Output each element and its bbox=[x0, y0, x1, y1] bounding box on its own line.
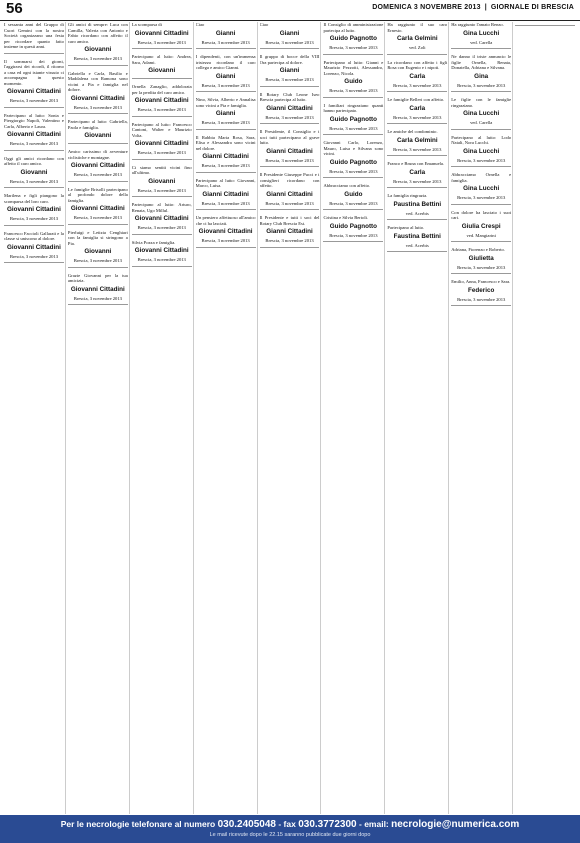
notice-body: Partecipano al lutto: Giovanni, Marco, Luisa. bbox=[195, 177, 256, 188]
footer-fax-label: - fax bbox=[278, 819, 296, 829]
newspaper-name: GIORNALE DI BRESCIA bbox=[490, 4, 574, 11]
notice-city: ved. Carella bbox=[470, 120, 493, 125]
notice-signer: Carla Gelmini bbox=[396, 35, 438, 42]
notice-body: Ciao bbox=[259, 22, 269, 27]
notice-city: Brescia, 3 novembre 2013 bbox=[201, 163, 250, 168]
notice-city: Brescia, 3 novembre 2013 bbox=[73, 104, 122, 110]
notice-body: Partecipano al lutto: Sonia e Piergiorgio Napoli, Valentino e Carla, Alberto e Laura. bbox=[4, 112, 64, 129]
notice-city: Brescia, 3 novembre 2013 bbox=[265, 114, 314, 120]
obituary-notice bbox=[68, 273, 128, 306]
notice-signer: Giovanni bbox=[148, 177, 176, 185]
notice-signer: Carla bbox=[409, 104, 426, 112]
notice-signer: Giovanni Cittadini bbox=[7, 243, 61, 251]
notice-city: Brescia, 3 novembre 2013 bbox=[265, 200, 314, 206]
obituary-notice bbox=[196, 54, 256, 92]
obituary-column bbox=[132, 22, 194, 814]
obituary-column bbox=[4, 22, 66, 814]
footer-fax[interactable]: 030.3772300 bbox=[298, 819, 357, 830]
footer-phone[interactable]: 030.2405048 bbox=[217, 819, 276, 830]
notice-signer: Giulietta bbox=[468, 254, 494, 262]
notice-signer: Guido Pagnotto bbox=[329, 158, 377, 166]
notice-city: Brescia, 3 novembre 2013 bbox=[9, 253, 59, 259]
notice-body: Il Presidente Giuseppe Pucci e i consiglieri ricordano con affetto. bbox=[259, 172, 320, 188]
notice-divider bbox=[68, 224, 128, 225]
notice-city: Brescia, 3 novembre 2013 bbox=[9, 98, 59, 103]
notice-city: Brescia, 3 novembre 2013 bbox=[137, 39, 186, 45]
notice-divider bbox=[451, 273, 511, 274]
notice-city: Brescia, 3 novembre 2013 bbox=[329, 168, 378, 174]
notice-signer: Giovanni bbox=[148, 67, 176, 74]
obituary-notice bbox=[68, 71, 128, 115]
notice-body: Partecipano al lutto. bbox=[387, 225, 425, 230]
notice-divider bbox=[196, 91, 256, 92]
notice-signer: Gianni bbox=[215, 72, 236, 80]
notice-signer: Giovanni bbox=[20, 168, 48, 176]
notice-signer: Gianni bbox=[215, 110, 236, 117]
notice-body: Abbracciamo con affetto. bbox=[323, 183, 371, 188]
notice-body: Il Consiglio di amministrazione partecipa al lutto. bbox=[323, 22, 384, 33]
notice-body: Ha raggiunto l'amato Renzo. bbox=[451, 22, 504, 27]
notice-divider bbox=[387, 91, 447, 92]
notice-body: Franco e Bruna con Emanuela. bbox=[387, 161, 445, 166]
obituary-notice bbox=[4, 156, 64, 189]
obituary-notice bbox=[387, 161, 447, 188]
notice-body: Partecipano al lutto: Arturo, Renata, Ugo Millul. bbox=[131, 202, 192, 213]
notice-body: Un pensiero affettuoso all'amico che ci ha lasciati. bbox=[195, 215, 256, 226]
notice-divider bbox=[323, 241, 383, 242]
notice-city: Brescia, 3 novembre 2013 bbox=[457, 82, 506, 88]
notice-body: Partecipano al lutto: Gabriella, Paola e famiglia. bbox=[67, 119, 128, 130]
header-right: DOMENICA 3 NOVEMBRE 2013 | GIORNALE DI BRESCIA bbox=[372, 4, 574, 11]
notice-body: Cristina e Silvia Bertoli. bbox=[323, 215, 369, 220]
obituary-notice bbox=[387, 22, 447, 55]
notice-city: Brescia, 3 novembre 2013 bbox=[329, 88, 378, 93]
notice-signer: Giulia Crespi bbox=[461, 222, 501, 230]
notice-body: Le figlie con le famiglie ringraziano. bbox=[451, 97, 512, 108]
obituary-notice bbox=[451, 210, 511, 243]
notice-city: Brescia, 3 novembre 2013 bbox=[9, 178, 59, 184]
notice-city: Brescia, 3 novembre 2013 bbox=[329, 45, 378, 50]
obituary-notice bbox=[132, 165, 192, 198]
issue-date: DOMENICA 3 NOVEMBRE 2013 bbox=[372, 4, 481, 11]
notice-city: Brescia, 3 novembre 2013 bbox=[137, 150, 186, 155]
notice-signer: Giovanni Cittadini bbox=[134, 215, 189, 222]
notice-signer: Carla Gelmini bbox=[396, 136, 438, 144]
obituary-column bbox=[387, 22, 449, 814]
notice-city: ved. Zoli bbox=[408, 45, 426, 50]
notice-body: Ci siamo sentiti vicini fino all'ultimo. bbox=[131, 164, 192, 175]
notice-signer: Gianni Cittadini bbox=[266, 104, 313, 112]
notice-divider bbox=[132, 116, 192, 117]
notice-body: Ciao bbox=[195, 22, 205, 27]
obituary-notice bbox=[387, 97, 447, 124]
notice-divider bbox=[451, 241, 511, 242]
notice-signer: Gina Lucchi bbox=[463, 185, 500, 192]
notice-divider bbox=[387, 251, 447, 252]
notice-body: Ha raggiunto il suo caro Ernesto. bbox=[387, 22, 448, 33]
notice-signer: Guido Pagnotto bbox=[329, 222, 377, 230]
obituary-notice bbox=[68, 187, 128, 225]
obituary-notice bbox=[196, 97, 256, 130]
obituary-notice bbox=[260, 215, 320, 248]
notice-city: Brescia, 3 novembre 2013 bbox=[201, 120, 250, 125]
notice-city: Brescia, 3 novembre 2013 bbox=[393, 82, 442, 88]
notice-signer: Gina Lucchi bbox=[463, 147, 500, 155]
notice-divider bbox=[260, 48, 320, 49]
notice-body: Oggi gli amici ricordano con affetto il caro amico. bbox=[4, 155, 64, 166]
notice-city: Brescia, 3 novembre 2013 bbox=[201, 82, 250, 88]
notice-divider bbox=[68, 304, 128, 305]
obituary-columns bbox=[4, 22, 576, 814]
notice-signer: Guido Pagnotto bbox=[329, 35, 377, 42]
notice-body: Gabriella e Carla, Basilio e Maddalena con Ramona sono vicini a Pia e famiglia nel dolore. bbox=[67, 70, 128, 92]
notice-signer: Gianni bbox=[215, 29, 236, 37]
notice-divider bbox=[196, 129, 256, 130]
notice-divider bbox=[4, 150, 64, 151]
obituary-notice bbox=[4, 193, 64, 226]
notice-divider bbox=[260, 123, 320, 124]
notice-body: Silvia Pozza e famiglia. bbox=[131, 239, 176, 245]
obituary-notice bbox=[323, 140, 383, 178]
obituary-notice bbox=[260, 22, 320, 49]
notice-divider bbox=[196, 247, 256, 248]
notice-divider bbox=[132, 266, 192, 267]
obituary-notice bbox=[323, 183, 383, 210]
obituary-notice bbox=[323, 22, 383, 55]
notice-signer: Gianni Cittadini bbox=[266, 147, 313, 155]
page-header bbox=[0, 0, 580, 21]
notice-city: Brescia, 3 novembre 2013 bbox=[73, 56, 122, 61]
notice-divider bbox=[4, 225, 64, 226]
obituary-notice bbox=[451, 97, 511, 130]
notice-divider bbox=[132, 159, 192, 160]
obituary-notice bbox=[68, 22, 128, 66]
obituary-notice bbox=[451, 54, 511, 92]
page-number: 56 bbox=[6, 0, 23, 17]
notice-body: Grazie Giovanni per la tua amicizia. bbox=[67, 272, 128, 283]
obituary-notice bbox=[68, 149, 128, 182]
notice-city: Brescia, 3 novembre 2013 bbox=[137, 187, 186, 193]
notice-divider bbox=[260, 209, 320, 210]
obituary-column bbox=[451, 22, 513, 814]
notice-divider bbox=[260, 86, 320, 87]
notice-divider bbox=[68, 113, 128, 114]
notice-body: Nino, Silvia, Alberto e Annalisa sono vicini a Pia e famiglia. bbox=[195, 97, 256, 108]
notice-city: Brescia, 3 novembre 2013 bbox=[457, 264, 506, 270]
obituary-notice bbox=[387, 129, 447, 156]
notice-city: Brescia, 3 novembre 2013 bbox=[457, 296, 506, 302]
notice-body: Ne danno il triste annuncio le figlie Ornella, Renata, Donatella, Adriana e Silvana. bbox=[451, 54, 512, 70]
notice-signer: Gianni bbox=[279, 29, 300, 37]
notice-city: ved. Mangiarini bbox=[466, 232, 496, 238]
notice-city: Brescia, 3 novembre 2013 bbox=[9, 141, 59, 146]
notice-city: Brescia, 3 novembre 2013 bbox=[73, 258, 122, 263]
obituary-notice bbox=[387, 60, 447, 93]
notice-signer: Gianni bbox=[279, 67, 300, 74]
notice-signer: Giovanni Cittadini bbox=[134, 140, 189, 147]
notice-signer: Guido bbox=[344, 78, 363, 85]
notice-divider bbox=[4, 107, 64, 108]
footer-email[interactable]: necrologie@numerica.com bbox=[391, 819, 520, 830]
notice-body: Il gruppo di bocce della VIII Ora partecipa al dolore. bbox=[259, 54, 320, 65]
obituary-column bbox=[515, 22, 576, 814]
obituary-notice bbox=[4, 113, 64, 151]
notice-divider bbox=[451, 91, 511, 92]
notice-body: Le famiglie Brisolli partecipano al profondo dolore della famiglia. bbox=[67, 186, 128, 203]
notice-city: Brescia, 3 novembre 2013 bbox=[265, 77, 314, 82]
obituary-notice bbox=[132, 240, 192, 267]
obituary-notice bbox=[323, 60, 383, 98]
notice-signer: Carla bbox=[409, 168, 426, 176]
notice-body: Le famiglie Belleri con affetto. bbox=[387, 97, 445, 102]
notice-divider bbox=[196, 48, 256, 49]
notice-divider bbox=[387, 155, 447, 156]
notice-body: Con dolore ha lasciato i suoi cari. bbox=[451, 209, 512, 220]
notice-signer: Giovanni Cittadini bbox=[134, 97, 189, 104]
obituary-notice bbox=[68, 119, 128, 144]
notice-city: Brescia, 3 novembre 2013 bbox=[265, 39, 314, 45]
notice-signer: Federico bbox=[468, 286, 495, 294]
obituary-notice bbox=[451, 22, 511, 49]
notice-city: Brescia, 3 novembre 2013 bbox=[329, 232, 378, 238]
notice-city: Brescia, 3 novembre 2013 bbox=[73, 172, 122, 177]
obituary-notice bbox=[68, 230, 128, 268]
notice-city: Brescia, 3 novembre 2013 bbox=[73, 295, 122, 301]
notice-divider bbox=[451, 305, 511, 306]
notice-divider bbox=[323, 177, 383, 178]
notice-divider bbox=[4, 187, 64, 188]
footer-prefix: Per le necrologie telefonare al numero bbox=[60, 819, 216, 829]
notice-city: Brescia, 3 novembre 2013 bbox=[137, 225, 186, 230]
notice-city: ved. Acerbis bbox=[405, 210, 429, 216]
notice-signer: Giovanni Cittadini bbox=[70, 162, 125, 169]
obituary-notice bbox=[323, 215, 383, 242]
notice-divider bbox=[196, 209, 256, 210]
notice-divider bbox=[4, 53, 64, 54]
notice-divider bbox=[451, 48, 511, 49]
notice-signer: Giovanni Cittadini bbox=[70, 205, 125, 212]
notice-body: Adriana, Fiorenzo e Roberto. bbox=[451, 247, 505, 252]
notice-signer: Giovanni Cittadini bbox=[70, 285, 125, 293]
obituary-notice bbox=[451, 135, 511, 168]
notice-signer: Giovanni Cittadini bbox=[70, 94, 125, 102]
notice-signer: Gina Lucchi bbox=[463, 110, 500, 117]
notice-body: Il Rabbia Maria Rosa, Sara, Elisa e Alessandra sono vicini nel dolore. bbox=[195, 134, 256, 151]
notice-signer: Carla bbox=[409, 72, 426, 80]
notice-body: Il Presidente e tutti i soci del Rotary Club Brescia Est. bbox=[259, 215, 320, 226]
footer-subline: Le mail ricevute dopo le 22.15 saranno pubblicate due giorni dopo bbox=[209, 832, 371, 838]
notice-city: Brescia, 3 novembre 2013 bbox=[329, 200, 378, 206]
notice-body: Francesco Faccioli Gallarati e la classe si uniscono al dolore. bbox=[4, 230, 64, 241]
obituary-notice bbox=[132, 22, 192, 49]
notice-body: Le amiche del condominio. bbox=[387, 129, 438, 134]
notice-body: Partecipano al lutto: Andrea, Sara, Adami. bbox=[131, 54, 192, 65]
obituary-notice bbox=[132, 84, 192, 117]
notice-body: Ornella Zanaglio, addolorata per la perdita del caro amico. bbox=[131, 84, 192, 95]
notice-body: Partecipano al lutto: Lodo Natali, Nora Lucchi. bbox=[451, 134, 512, 145]
obituary-notice bbox=[260, 92, 320, 125]
notice-divider bbox=[4, 262, 64, 263]
notice-divider bbox=[132, 234, 192, 235]
notice-divider bbox=[323, 97, 383, 98]
notice-city: Brescia, 3 novembre 2013 bbox=[137, 257, 186, 262]
notice-divider bbox=[323, 134, 383, 135]
notice-signer: Giovanni Cittadini bbox=[7, 88, 61, 95]
notice-body: I familiari ringraziano quanti hanno partecipato. bbox=[323, 102, 384, 113]
notice-divider bbox=[323, 209, 383, 210]
notice-city: Brescia, 3 novembre 2013 bbox=[457, 157, 506, 163]
notice-divider bbox=[68, 65, 128, 66]
notice-signer: Guido Pagnotto bbox=[329, 115, 377, 123]
notice-signer: Gianni Cittadini bbox=[266, 190, 313, 198]
notice-divider bbox=[68, 267, 128, 268]
notice-body: Partecipano al lutto: Gianni e Maurizio Pezzotti, Alessandro, Lorenzo, Nicola. bbox=[323, 59, 384, 76]
notice-divider bbox=[451, 166, 511, 167]
obituary-notice bbox=[323, 103, 383, 136]
footer-contact-line bbox=[0, 819, 580, 830]
obituary-notice bbox=[196, 215, 256, 248]
notice-divider bbox=[132, 78, 192, 79]
notice-divider bbox=[387, 54, 447, 55]
obituary-notice bbox=[4, 231, 64, 264]
obituary-column bbox=[260, 22, 322, 814]
notice-body: Emilio, Anna, Francesco e Sara. bbox=[451, 279, 511, 284]
notice-signer: Gianni Cittadini bbox=[266, 228, 313, 235]
obituary-notice bbox=[4, 22, 64, 54]
notice-signer: Giovanni bbox=[84, 132, 112, 139]
notice-signer: Giovanni Cittadini bbox=[134, 247, 189, 254]
notice-body: Gli amici di sempre: Luca con Camilla, Valeria con Antonio e Fabio ricordano con affetto il caro amico. bbox=[67, 22, 128, 44]
notice-signer: Gianni Cittadini bbox=[202, 190, 249, 198]
notice-signer: Giovanni Cittadini bbox=[7, 131, 61, 138]
notice-signer: Giovanni Cittadini bbox=[7, 206, 61, 213]
obituary-notice bbox=[132, 202, 192, 235]
notice-divider bbox=[132, 48, 192, 49]
notice-signer: Giovanni bbox=[84, 248, 112, 255]
notice-city: Brescia, 3 novembre 2013 bbox=[265, 238, 314, 243]
notice-city: Brescia, 3 novembre 2013 bbox=[265, 157, 314, 163]
notice-signer: Paustina Bettini bbox=[393, 200, 442, 208]
notice-city: Brescia, 3 novembre 2013 bbox=[329, 125, 378, 131]
notice-signer: Gianni Cittadini bbox=[202, 153, 249, 160]
notice-body: Il Presidente, il Consiglio e i soci tutti partecipano al grave lutto. bbox=[259, 129, 320, 145]
notice-city: Brescia, 3 novembre 2013 bbox=[201, 39, 250, 45]
obituary-notice bbox=[387, 225, 447, 252]
notice-divider bbox=[451, 204, 511, 205]
notice-body: Amico carissimo di avventure ciclistiche e montagne. bbox=[67, 149, 128, 160]
notice-body: Abbracciamo Ornella e famiglia. bbox=[451, 172, 512, 183]
notice-body: Partecipano al lutto: Francesco Cantoni, Walter e Maurizio Volta. bbox=[131, 121, 192, 138]
obituary-notice bbox=[4, 59, 64, 108]
notice-body: La famiglia ringrazia. bbox=[387, 193, 428, 198]
obituary-notice bbox=[132, 122, 192, 160]
notice-signer: Gina bbox=[474, 72, 489, 80]
notice-city: Brescia, 3 novembre 2013 bbox=[457, 195, 506, 200]
notice-body: La scomparsa di bbox=[131, 22, 162, 27]
notice-body: I dipendenti, con un'immensa tristezza ricordano il caro collega e amico Gianni. bbox=[195, 54, 256, 70]
notice-divider bbox=[260, 166, 320, 167]
notice-signer: Faustina Bettini bbox=[393, 232, 441, 240]
notice-city: Brescia, 3 novembre 2013 bbox=[137, 107, 186, 112]
notice-signer: Giovanni bbox=[84, 46, 112, 53]
notice-body: Pierluigi e Letizia Cenghiari con la famiglia si stringono a Pia. bbox=[67, 229, 128, 246]
obituary-notice bbox=[515, 25, 575, 26]
obituary-notice bbox=[451, 172, 511, 205]
notice-divider bbox=[515, 25, 575, 26]
notice-city: Brescia, 3 novembre 2013 bbox=[201, 200, 250, 206]
notice-city: ved. Carella bbox=[470, 39, 493, 45]
notice-city: Brescia, 3 novembre 2013 bbox=[393, 178, 442, 184]
obituary-notice bbox=[260, 129, 320, 167]
footer-email-label: - email: bbox=[359, 819, 389, 829]
notice-city: Brescia, 3 novembre 2013 bbox=[201, 238, 250, 243]
notice-signer: Giovanni Cittadini bbox=[134, 29, 189, 37]
obituary-notice bbox=[387, 193, 447, 220]
obituary-notice bbox=[451, 247, 511, 274]
notice-divider bbox=[196, 172, 256, 173]
notice-divider bbox=[387, 187, 447, 188]
notice-signer: Guido bbox=[344, 190, 363, 198]
notice-divider bbox=[68, 143, 128, 144]
notice-divider bbox=[260, 247, 320, 248]
obituary-notice bbox=[196, 135, 256, 173]
obituary-column bbox=[323, 22, 385, 814]
notice-city: ved. Acerbis bbox=[405, 242, 429, 248]
notice-signer: Giovanni Cittadini bbox=[198, 228, 253, 235]
notice-divider bbox=[68, 181, 128, 182]
notice-body: Il Rotary Club Leone Iseo Brescia partecipa al lutto. bbox=[259, 91, 320, 102]
obituary-column bbox=[68, 22, 130, 814]
notice-signer: Gina Lucchi bbox=[463, 29, 500, 37]
obituary-notice bbox=[196, 22, 256, 49]
notice-body: Il sommarsi dei giorni, l'aggirarsi dei ricordi, il ritorno a casa ed ogni istante vissuto ci accompagna in questo momento. bbox=[4, 58, 64, 86]
obituary-column bbox=[196, 22, 258, 814]
notice-city: Brescia, 3 novembre 2013 bbox=[393, 114, 442, 120]
contact-footer bbox=[0, 815, 580, 843]
notice-body: I sessanta anni del Gruppo di Cuori Gemini con la nostra Società organizzano una festa per ricordare quanto fatto insieme in questi anni. bbox=[4, 22, 64, 49]
obituary-notice bbox=[196, 178, 256, 211]
notice-divider bbox=[323, 54, 383, 55]
notice-body: La ricordano con affetto i figli Rosa con Eugenio e i nipoti. bbox=[387, 59, 448, 70]
notice-divider bbox=[451, 129, 511, 130]
obituary-notice bbox=[451, 279, 511, 306]
notice-divider bbox=[132, 196, 192, 197]
notice-body: Marilena e figli piangono la scomparsa del loro caro. bbox=[4, 193, 64, 204]
obituary-notice bbox=[132, 54, 192, 79]
notice-body: Giovanni Carlo, Lorenzo, Mauro, Luisa e Silvana sono vicini. bbox=[323, 140, 384, 156]
notice-divider bbox=[387, 219, 447, 220]
obituary-notice bbox=[260, 54, 320, 87]
notice-city: Brescia, 3 novembre 2013 bbox=[9, 216, 59, 221]
notice-divider bbox=[387, 123, 447, 124]
obituary-notice bbox=[260, 172, 320, 210]
notice-city: Brescia, 3 novembre 2013 bbox=[393, 146, 442, 152]
notice-city: Brescia, 3 novembre 2013 bbox=[73, 215, 122, 220]
